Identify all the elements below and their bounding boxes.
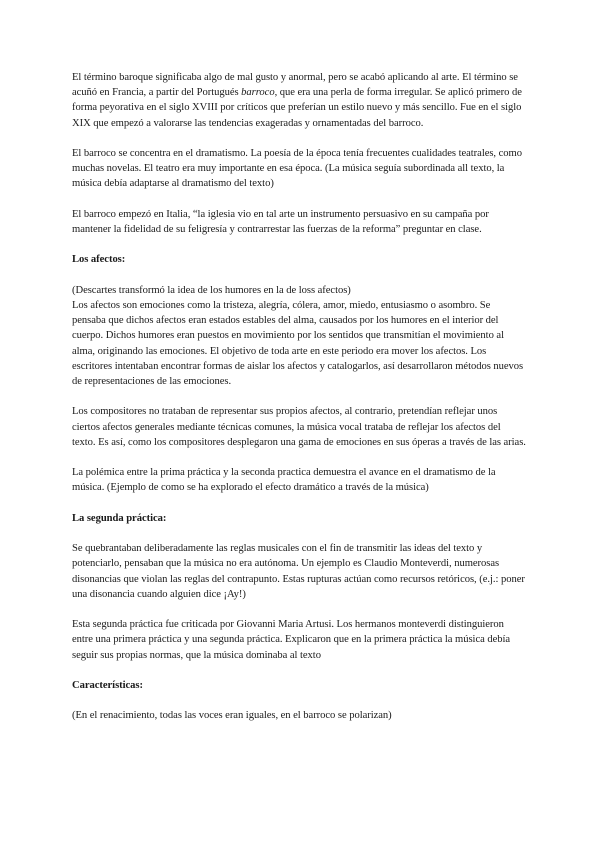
caracteristicas-paragraph-1: (En el renacimiento, todas las voces eran iguales, en el barroco se polarizan) [72, 710, 392, 722]
intro-paragraph-1 [72, 70, 526, 131]
intro-paragraph-3: El barroco empezó en Italia, “la iglesia vio en tal arte un instrumento persuasivo en su campaña por mantener la fidelidad de su feligresía y contrarrestar las fuerzas de la reforma” preguntar en clase. [72, 208, 489, 235]
document-page [72, 70, 526, 739]
afectos-paragraph-2: Los compositores no trataban de representar sus propios afectos, al contrario, pretendían reflejar unos ciertos afectos generales mediante técnicas comunes, la música vocal trataba de reflejar los afectos del texto. Es así, como los compositores desplegaron una gama de emociones en sus óperas a través de las arias. [72, 406, 526, 448]
caracteristicas-heading: Características: [72, 679, 143, 691]
intro-paragraph-1-text-b: , que era una perla de forma irregular. Se aplicó primero de forma peyorativa en el siglo XVIII por críticos que preferían un estilo nuevo y más sencillo. Fue en el siglo XIX que empezó a valorarse las tendencias exageradas y ornamentadas del barroco. [72, 87, 522, 129]
afectos-paragraph-1: Los afectos son emociones como la tristeza, alegría, cólera, amor, miedo, entusiasmo o asombro. Se pensaba que dichos afectos eran estados estables del alma, causados por los humores en el interior del cuerpo. Dichos humores eran puestos en movimiento por los sentidos que transmitían el movimiento al alma, originando las emociones. El objetivo de toda arte en este periodo era mover los afectos. Los escritores intentaban encontrar formas de aislar los afectos y catalogarlos, así desarrollaron métodos nuevos de representaciones de las emociones. [72, 299, 524, 387]
intro-paragraph-2: El barroco se concentra en el dramatismo. La poesía de la época tenía frecuentes cualidades teatrales, como muchas novelas. El teatro era muy importante en esa época. (La música seguía subordinada all texto, la música debía adaptarse al dramatismo del texto) [72, 148, 522, 190]
afectos-heading: Los afectos: [72, 254, 126, 266]
afectos-note: (Descartes transformó la idea de los humores en la de loss afectos) [72, 284, 351, 296]
segunda-paragraph-1: Se quebrantaban deliberadamente las reglas musicales con el fin de transmitir las ideas del texto y potenciarlo, pensaban que la música no era autónoma. Un ejemplo es Claudio Monteverdi, numerosas disonancias que violan las reglas del contrapunto. Estas rupturas actúan como recursos retóricos, (e.j.: poner una disonancia cuando alguien dice ¡Ay!) [72, 543, 525, 600]
intro-italic-term: barroco [241, 87, 275, 99]
segunda-heading: La segunda práctica: [72, 512, 167, 524]
intro-paragraph-1-text-a: El término baroque significaba algo de mal gusto y anormal, pero se acabó aplicando al arte. El término se acuñó en Francia, a partir del Portugués [72, 72, 518, 99]
segunda-paragraph-2: Esta segunda práctica fue criticada por Giovanni Maria Artusi. Los hermanos monteverdi distinguieron entre una primera práctica y una segunda práctica. Explicaron que en la primera práctica la música debía seguir sus propias normas, que la música dominaba al texto [72, 619, 511, 661]
afectos-paragraph-3: La polémica entre la prima práctica y la seconda practica demuestra el avance en el dramatismo de la música. (Ejemplo de como se ha explorado el efecto dramático a través de la música) [72, 467, 496, 494]
